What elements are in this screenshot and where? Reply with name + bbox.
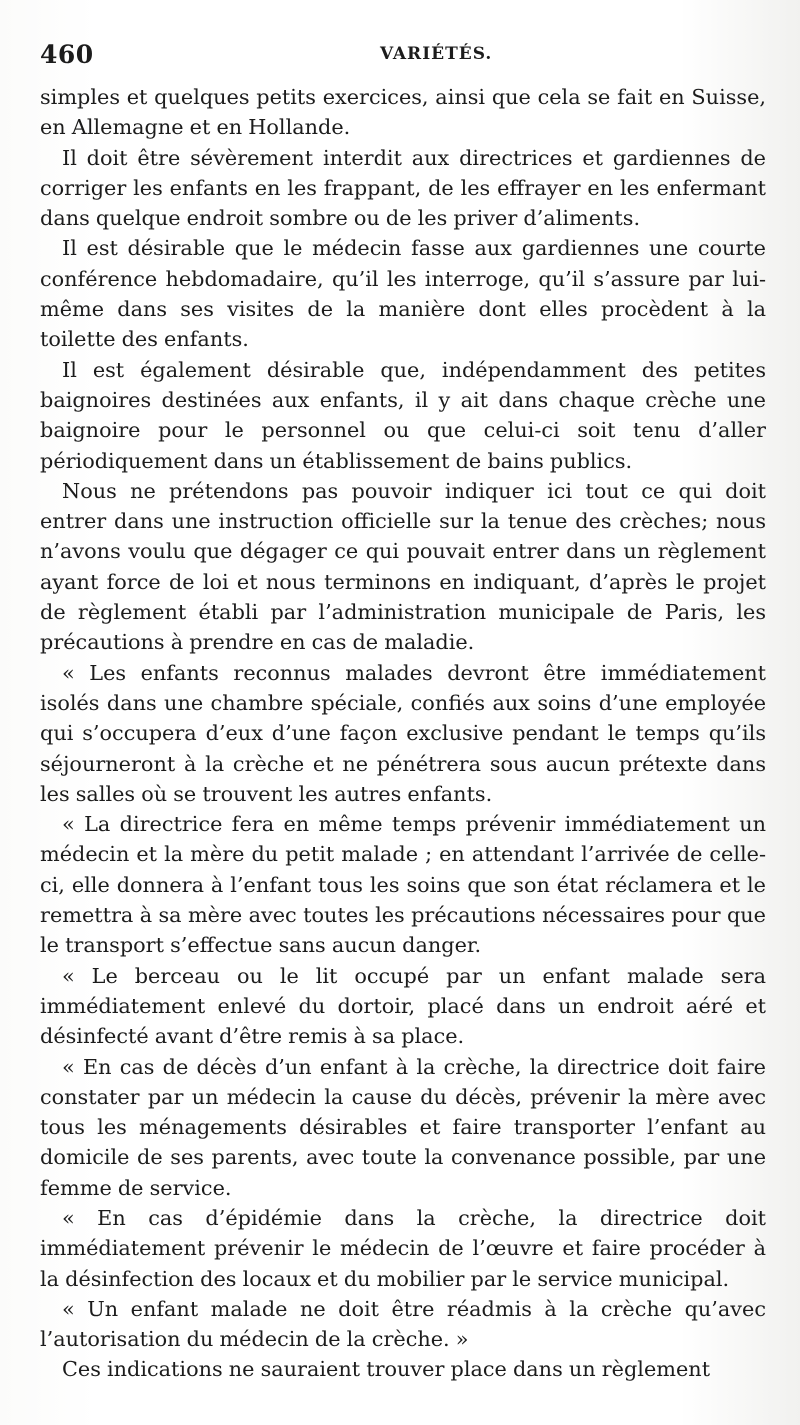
paragraph: Il est également désirable que, indépendamment des petites baignoires destinées aux enfants, il y ait dans chaque crèche une baignoire pour le personnel ou que celui-ci soit tenu d’aller périodiquement dans un établissement de bains publics. — [40, 357, 766, 473]
quoted-paragraph: « La directrice fera en même temps prévenir immédiatement un médecin et la mère du petit malade ; en attendant l’arrivée de celle-ci, elle donnera à l’enfant tous les soins que son état réclamera et le remettra à sa mère avec toutes les précautions nécessaires pour que le transport s’effectue sans aucun danger. — [40, 812, 766, 958]
page-header — [40, 38, 766, 76]
quoted-paragraph: « En cas d’épidémie dans la crèche, la directrice doit immédiatement prévenir le médecin de l’œuvre et faire procéder à la désinfection des locaux et du mobilier par le service municipal. — [40, 1205, 766, 1291]
quoted-paragraph: « Les enfants reconnus malades devront être immédiatement isolés dans une chambre spéciale, confiés aux soins d’une employée qui s’occupera d’eux d’une façon exclusive pendant le temps qu’ils séjourneront à la crèche et ne pénétrera sous aucun prétexte dans les salles où se trouvent les autres enfants. — [40, 660, 766, 806]
quoted-paragraph: « Un enfant malade ne doit être réadmis à la crèche qu’avec l’autorisation du médecin de la crèche. » — [40, 1296, 766, 1352]
paragraph: Il doit être sévèrement interdit aux directrices et gardiennes de corriger les enfants en les frappant, de les effrayer en les enfermant dans quelque endroit sombre ou de les priver d’aliments. — [40, 145, 766, 231]
page-number: 460 — [40, 40, 94, 69]
paragraph: Il est désirable que le médecin fasse aux gardiennes une courte conférence hebdomadaire, qu’il les interroge, qu’il s’assure par lui-même dans ses visites de la manière dont elles procèdent à la toilette des enfants. — [40, 236, 766, 352]
paragraph-continuation: simples et quelques petits exercices, ainsi que cela se fait en Suisse, en Allemagne et en Hollande. — [40, 85, 766, 140]
paragraph: Ces indications ne sauraient trouver place dans un règlement — [62, 1357, 711, 1382]
page-body — [40, 82, 766, 1385]
quoted-paragraph: « En cas de décès d’un enfant à la crèche, la directrice doit faire constater par un médecin la cause du décès, prévenir la mère avec tous les ménagements désirables et faire transporter l’enfant au domicile de ses parents, avec toute la convenance possible, par une femme de service. — [40, 1054, 766, 1200]
paragraph: Nous ne prétendons pas pouvoir indiquer ici tout ce qui doit entrer dans une instruction officielle sur la tenue des crèches; nous n’avons voulu que dégager ce qui pouvait entrer dans un règlement ayant force de loi et nous terminons en indiquant, d’après le projet de règlement établi par l’administration municipale de Paris, les précautions à prendre en cas de maladie. — [40, 478, 766, 655]
running-head: VARIÉTÉS. — [380, 44, 493, 64]
quoted-paragraph: « Le berceau ou le lit occupé par un enfant malade sera immédiatement enlevé du dortoir, placé dans un endroit aéré et désinfecté avant d’être remis à sa place. — [40, 963, 766, 1049]
